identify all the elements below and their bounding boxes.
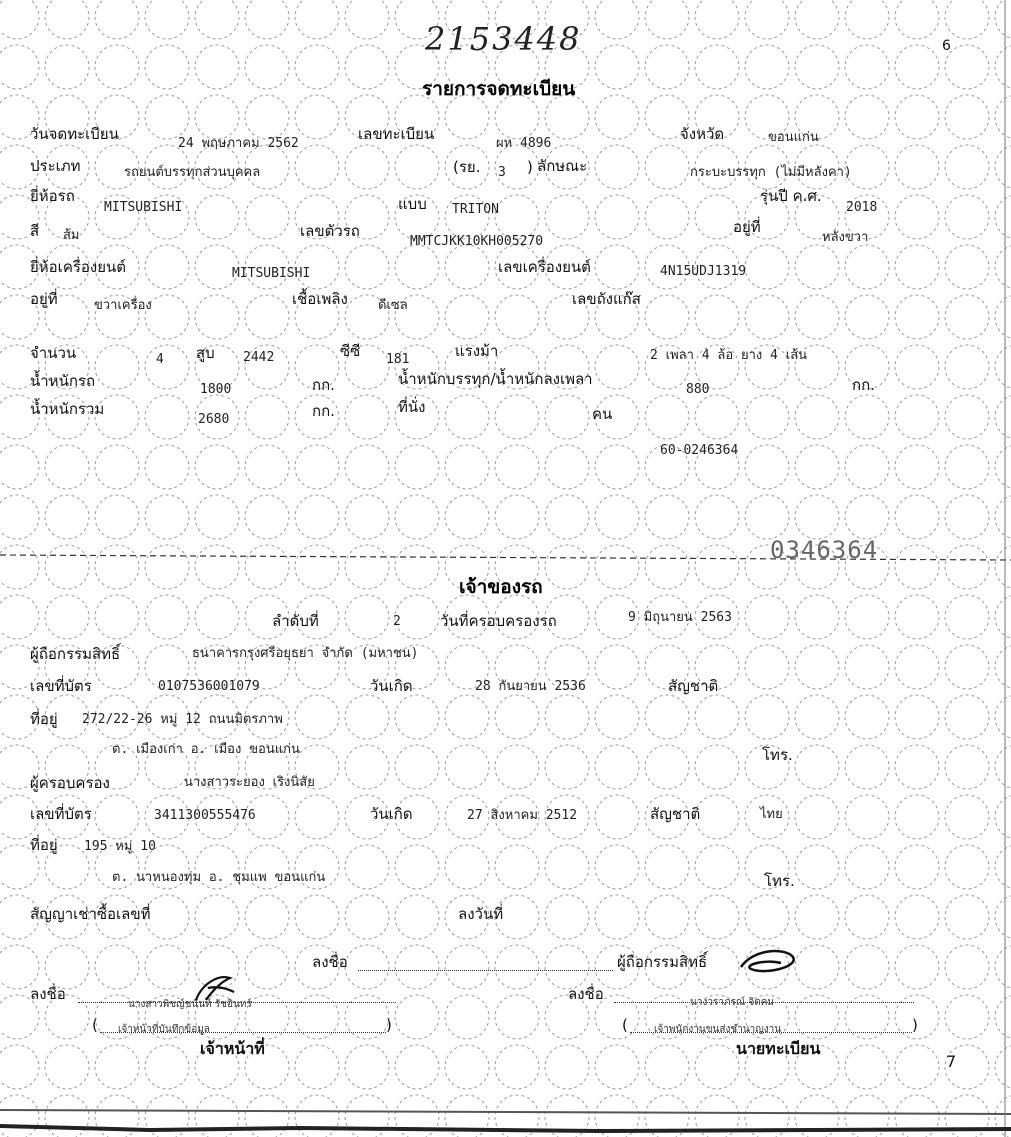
engine-no-value: 4N15UDJ1319 [660,264,747,279]
registrar-paren-open: ( [622,1016,628,1034]
model-label: แบบ [398,195,427,213]
possessor-value: นางสาวระยอง เริงนิสัย [184,775,315,790]
kg-label-3: กก. [312,402,335,420]
holder-address-line2: ต. เมืองเก่า อ. เมือง ขอนแก่น [112,742,300,757]
year-label: รุ่นปี ค.ศ. [760,187,822,205]
sequence-label: ลำดับที่ [272,612,319,630]
possessor-address-line2: ต. นาหนองทุ่ม อ. ชุมแพ ขอนแก่น [112,870,326,885]
plate-value: ผห 4896 [496,136,552,151]
engine-no-label: เลขเครื่องยนต์ [498,258,591,276]
reg-date-label: วันจดทะเบียน [30,125,119,143]
holder-label: ผู้ถือกรรมสิทธิ์ [30,645,121,663]
year-value: 2018 [846,200,878,215]
officer-name: นางสาวพิชญ์ชนันท์ รัชอินทร์ [128,999,252,1010]
holder-birth-label: วันเกิด [370,677,413,695]
registrar-name: นางวราภรณ์ จิตคม [690,997,774,1008]
fuel-label: เชื้อเพลิง [292,290,348,308]
type-value: รถยนต์บรรทุกส่วนบุคคล [124,165,261,180]
kg-label-1: กก. [312,376,335,394]
officer-signature-mark [190,970,240,1005]
total-weight-label: น้ำหนักรวม [30,400,105,418]
reference-number: 60-0246364 [660,443,739,458]
province-value: ขอนแก่น [768,130,819,145]
cc-label: ซีซี [340,342,361,360]
engine-location-label: อยู่ที่ [30,290,58,308]
holder-address-label: ที่อยู่ [30,710,58,728]
total-weight-value: 2680 [198,412,230,427]
page-number-bottom: 7 [946,1052,957,1071]
holder-sign-suffix: ผู้ถือกรรมสิทธิ์ [617,953,708,971]
cylinder-label: สูบ [196,344,215,362]
holder-address-line1: 272/22-26 หมู่ 12 ถนนมิตรภาพ [82,712,283,727]
car-weight-label: น้ำหนักรถ [30,372,96,390]
possessor-address-label: ที่อยู่ [30,836,58,854]
car-weight-value: 1800 [200,382,232,397]
engine-brand-label: ยี่ห้อเครื่องยนต์ [30,258,127,276]
ry-close: ) [527,158,533,176]
possessor-address-line1: 195 หมู่ 10 [84,839,156,854]
chassis-label: เลขตัวรถ [300,222,360,240]
cylinders-value: 4 [156,352,164,367]
possessor-id-label: เลขที่บัตร [30,805,92,823]
possessor-id-value: 3411300555476 [154,808,256,823]
ry-open: (รย. [453,158,481,176]
ry-value: 3 [498,165,506,180]
holder-birth-value: 28 กันยายน 2536 [475,679,586,694]
page-number-top: 6 [942,38,951,54]
sequence-value: 2 [393,614,401,629]
engine-brand-value: MITSUBISHI [232,266,311,281]
holder-sign-line [358,970,613,971]
reg-date-value: 24 พฤษภาคม 2562 [178,136,299,151]
officer-paren-open: ( [92,1016,98,1034]
cc-value: 2442 [243,350,275,365]
possession-date-value: 9 มิถุนายน 2563 [628,610,732,625]
possessor-nationality-value: ไทย [760,807,783,822]
type-label: ประเภท [30,157,81,175]
holder-sign-label: ลงชื่อ [312,953,348,971]
possessor-nationality-label: สัญชาติ [650,805,701,823]
character-label: ลักษณะ [537,157,588,175]
possessor-label: ผู้ครอบครอง [30,774,110,792]
hp-value: 181 [386,352,410,367]
plate-label: เลขทะเบียน [358,125,435,143]
holder-id-label: เลขที่บัตร [30,677,92,695]
province-label: จังหวัด [680,125,725,143]
color-value: ส้ม [63,228,80,243]
engine-location-value: ขวาเครื่อง [94,298,152,313]
officer-role: เจ้าหน้าที่ [200,1039,265,1058]
gas-tank-label: เลขถังแก๊ส [572,290,641,308]
holder-id-value: 0107536001079 [158,679,260,694]
load-weight-label: น้ำหนักบรรทุก/น้ำหนักลงเพลา [398,370,593,388]
registrar-sign-label: ลงชื่อ [568,985,604,1003]
axles-value: 2 เพลา 4 ล้อ ยาง 4 เส้น [650,348,808,363]
officer-sign-label: ลงชื่อ [30,985,66,1003]
person-label: คน [592,405,613,423]
holder-phone-label: โทร. [762,746,793,764]
registrar-role: นายทะเบียน [736,1039,821,1058]
chassis-value: MMTCJKK10KH005270 [410,234,544,249]
load-weight-value: 880 [686,382,710,397]
registrar-paren-close: ) [912,1016,918,1034]
brand-label: ยี่ห้อรถ [30,187,75,205]
lease-no-label: สัญญาเช่าซื้อเลขที่ [30,905,151,923]
seats-label: ที่นั่ง [398,398,426,416]
hp-label: แรงม้า [455,342,499,360]
possessor-phone-label: โทร. [764,872,795,890]
count-label: จำนวน [30,344,77,362]
officer-role-small: เจ้าหน้าที่บันทึกข้อมูล [118,1024,210,1035]
character-value: กระบะบรรทุก (ไม่มีหลังคา) [690,165,852,180]
holder-nationality-label: สัญชาติ [668,677,719,695]
officer-paren-close: ) [386,1016,392,1034]
divider-number: 0346364 [770,536,879,564]
fuel-value: ดีเซล [378,298,408,313]
brand-value: MITSUBISHI [104,200,183,215]
holder-value: ธนาคารกรุงศรีอยุธยา จำกัด (มหาชน) [192,646,419,661]
chassis-location-value: หลังขวา [822,230,869,245]
owner-title: เจ้าของรถ [459,576,543,598]
registration-title: รายการจดทะเบียน [422,78,576,100]
lease-date-label: ลงวันที่ [458,905,504,923]
kg-label-2: กก. [852,376,875,394]
model-value: TRITON [452,202,499,217]
possessor-birth-value: 27 สิงหาคม 2512 [467,808,578,823]
chassis-location-label: อยู่ที่ [733,218,761,236]
registrar-role-small: เจ้าพนักงานขนส่งชำนาญงาน [654,1024,782,1035]
holder-signature-mark [735,945,805,980]
possessor-birth-label: วันเกิด [370,805,413,823]
handwritten-number: 2153448 [425,20,582,58]
color-label: สี [30,222,40,240]
possession-date-label: วันที่ครอบครองรถ [440,612,557,630]
